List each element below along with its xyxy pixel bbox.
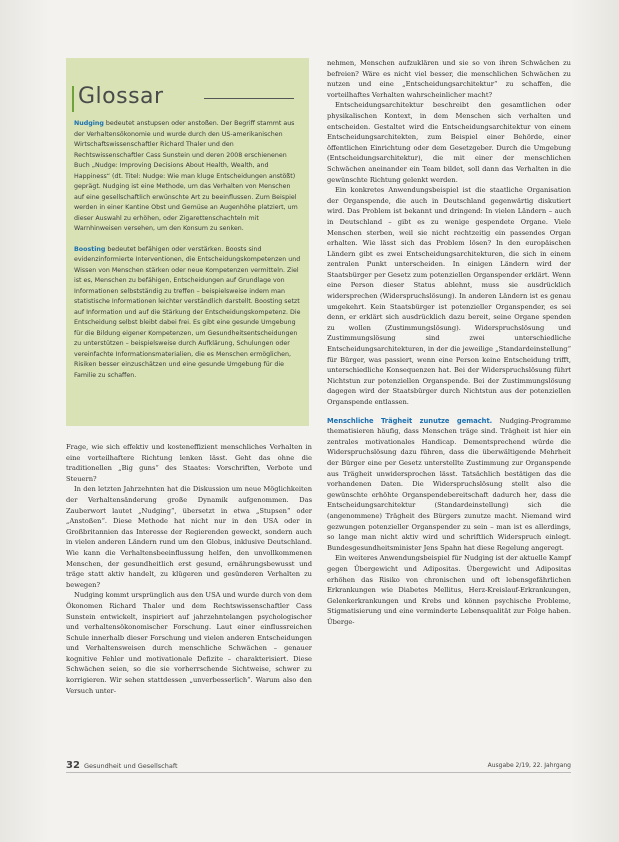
glossar-title: Glossar — [78, 84, 301, 109]
paragraph: In den letzten Jahrzehnten hat die Diskussion um neue Möglichkeiten der Verhaltensänderung große Dynamik aufgenommen. Das Zauberwort lautet „Nudging“, übersetzt in etwa „Stupsen“ oder „Anstoßen“. Diese Methode hat nicht nur in den USA oder in Großbritannien das Interesse der Regierenden geweckt, sondern auch in vielen anderen Ländern rund um den Globus, inklusive Deutschland. Wie kann die Verhaltensbeeinflussung helfen, den unvollkommenen Menschen, der gesundheitlich erst gesund, ernährungsbewusst und träge statt aktiv handelt, zu klügeren und gesünderen Verhalten zu bewegen? — [66, 485, 312, 589]
subheading: Menschliche Trägheit zunutze gemacht. — [327, 416, 493, 425]
paragraph: Ein weiteres Anwendungsbeispiel für Nudging ist der aktuelle Kampf gegen Übergewicht und Adipositas. Übergewicht und Adipositas erhöhen das Risiko von chronischen und oft lebensgefährlichen Erkrankungen wie Diabetes Mellitus, Herz-Kreislauf-Erkrankungen, Gelenkerkrankungen und Krebs und können psychische Probleme, Stigmatisierung und eine verminderte Lebensqualität zur Folge haben. Überge- — [327, 554, 571, 626]
paragraph-with-heading — [327, 416, 571, 554]
glossar-box — [66, 58, 309, 426]
section-name: Gesundheit und Gesellschaft — [84, 762, 178, 770]
issue-label: Ausgabe 2/19, 22. Jahrgang — [487, 762, 571, 769]
paragraph: Ein konkretes Anwendungsbeispiel ist die staatliche Organisation der Organspende, die auch in Deutschland gegenwärtig diskutiert wird. Das Problem ist bekannt und dringend: In vielen Ländern – auch in Deutschland – gibt es zu wenige gespendete Organe. Viele Menschen sterben, weil sie nicht rechtzeitig ein passendes Organ erhalten. Wie lässt sich das Problem lösen? In den europäischen Ländern gibt es zwei Entscheidungsarchitekturen, die sich in einem zentralen Punkt unterscheiden. In einigen Ländern wird der Staatsbürger per Gesetz zum potenziellen Organspender erklärt. Wenn eine Person dieser Status ablehnt, muss sie ausdrücklich widersprechen (Widerspruchslösung). In anderen Ländern ist es genau umgekehrt. Kein Staatsbürger ist potenzieller Organspender, es sei denn, er erklärt sich ausdrücklich dazu bereit, seine Organe spenden zu wollen (Zustimmungslösung). Widerspruchslösung und Zustimmungslösung sind zwei unterschiedliche Entscheidungsarchitekturen, in der die jeweilige „Standardeinstellung“ für Bürger, was passiert, wenn eine Person keine Entscheidung trifft, unterschiedliche Konsequenzen hat. Bei der Widerspruchslösung führt Nichtstun zur potenziellen Organspende. Bei der Zustimmungslösung dagegen wird der Staatsbürger durch Nichtstun aus der potenziellen Organspende entlassen. — [327, 186, 571, 406]
glossar-definition: bedeutet befähigen oder verstärken. Boosts sind evidenzinformierte Interventionen, die Entscheidungskompetenzen und Wissen von Menschen stärken oder neue Kompetenzen vermitteln. Ziel ist es, Menschen zu befähigen, Entscheidungen auf Grundlage von Informationen selbstständig zu treffen – beispielsweise indem man statistische Informationen leichter verständlich darstellt. Boosting setzt auf Information und auf die Stärkung der Entscheidungskompetenz. Die Entscheidung selbst bleibt dabei frei. Es gibt eine gesunde Umgebung für die Bildung eigener Kompetenzen, um Gesundheitsentscheidungen zu unterstützen – beispielsweise durch Aufklärung, Schulungen oder vereinfachte Informationsmaterialien, die es Menschen ermöglichen, Risiken besser einzuschätzen und eine gesunde Umgebung für die Familie zu schaffen. — [74, 245, 301, 379]
glossar-entry-nudging — [74, 119, 301, 235]
glossar-definition: bedeutet anstupsen oder anstoßen. Der Begriff stammt aus der Verhaltensökonomie und wurde durch den US-amerikanischen Wirtschaftswissenschaftler Richard Thaler und den Rechtswissenschaftler Cass Sunstein und deren 2008 erschienenen Buch „Nudge: Improving Decisions About Health, Wealth, and Happiness“ (dt. Titel: Nudge: Wie man kluge Entscheidungen anstößt) geprägt. Nudging ist eine Methode, um das Verhalten von Menschen auf eine gesellschaftlich erwünschte Art zu beeinflussen. Zum Beispiel werden in einer Kantine Obst und Gemüse an Augenhöhe platziert, um dieser Auswahl zu erhöhen, oder Zigarettenschachteln mit Warnhinweisen versehen, um den Konsum zu senken. — [74, 120, 298, 232]
glossar-term: Boosting — [74, 245, 106, 253]
paragraph: Nudging kommt ursprünglich aus den USA und wurde durch von dem Ökonomen Richard Thaler und dem Rechtswissenschaftler Cass Sunstein entwickelt, inspiriert auf jahrzehntelangen psychologischer und verhaltensökonomischer Forschung. Laut einer einflussreichen Schule innerhalb dieser Forschung und vielen anderen Entscheidungen und Verhaltensweisen durch menschliche Schwächen – genauer kognitive Fehler und motivationale Defizite – charakterisiert. Diese Schwächen seien, so die sie vorherrschende Sichtweise, schwer zu korrigieren. Wir sehen stattdessen „unverbesserlich“. Warum also den Versuch unter- — [66, 591, 313, 695]
paragraph: Entscheidungsarchitektur beschreibt den gesamtlichen oder physikalischen Kontext, in dem Menschen sich verhalten und entscheiden. Gestaltet wird die Entscheidungsarchitektur von einem Entscheidungsarchitekten, zum Beispiel einer Behörde, einer öffentlichen Einrichtung oder dem Gesetzgeber. Durch die Umgebung (Entscheidungsarchitektur), die mit einer der menschlichen Schwächen aneinander ein Team bildet, soll dann das Verhalten in die gewünschte Richtung gelenkt werden. — [327, 101, 571, 184]
right-column — [327, 58, 571, 627]
page-footer — [66, 760, 571, 774]
page-number: 32 — [66, 760, 80, 771]
paragraph-text: Nudging-Programme thematisieren häufig, dass Menschen träge sind. Trägheit ist hier ein zentrales motivationales Handicap. Dementsprechend würde die Widerspruchslösung dazu führen, dass die überwältigende Mehrheit der Bürger eine per Gesetz unterstellte Zustimmung zur Organspende aus Trägheit unwidersprochen lässt. Tatsächlich bestätigen das die vorhandenen Daten. Die Widerspruchslösung stellt also die gewünschte erhöhte Organspendebereitschaft dadurch her, dass die Entscheidungsarchitektur (Standardeinstellung) sich die (angenommene) Trägheit des Bürgers zunutze macht. Niemand wird gezwungen potenzieller Organspender zu sein – man ist es allerdings, so lange man nicht aktiv wird und schriftlich Widerspruch einlegt. Bundesgesundheitsminister Jens Spahn hat diese Regelung angeregt. — [327, 416, 571, 552]
glossar-title-rule — [204, 98, 294, 99]
glossar-term: Nudging — [74, 120, 104, 127]
left-column — [66, 442, 312, 696]
glossar-entry-boosting — [74, 245, 301, 382]
paragraph: Frage, wie sich effektiv und kosteneffizient menschliches Verhalten in eine vorteilhaftere Richtung lenken lässt. Geht das ohne die traditionellen „Big guns“ des Staates: Vorschriften, Verbote und Steuern? — [66, 443, 312, 483]
paragraph: nehmen, Menschen aufzuklären und sie so von ihren Schwächen zu befreien? Wäre es nicht viel besser, die menschlichen Schwächen zu nutzen und eine „Entscheidungsarchitektur“ zu schaffen, die vorteilhaftes Verhalten wahrscheinlicher macht? — [327, 59, 571, 99]
